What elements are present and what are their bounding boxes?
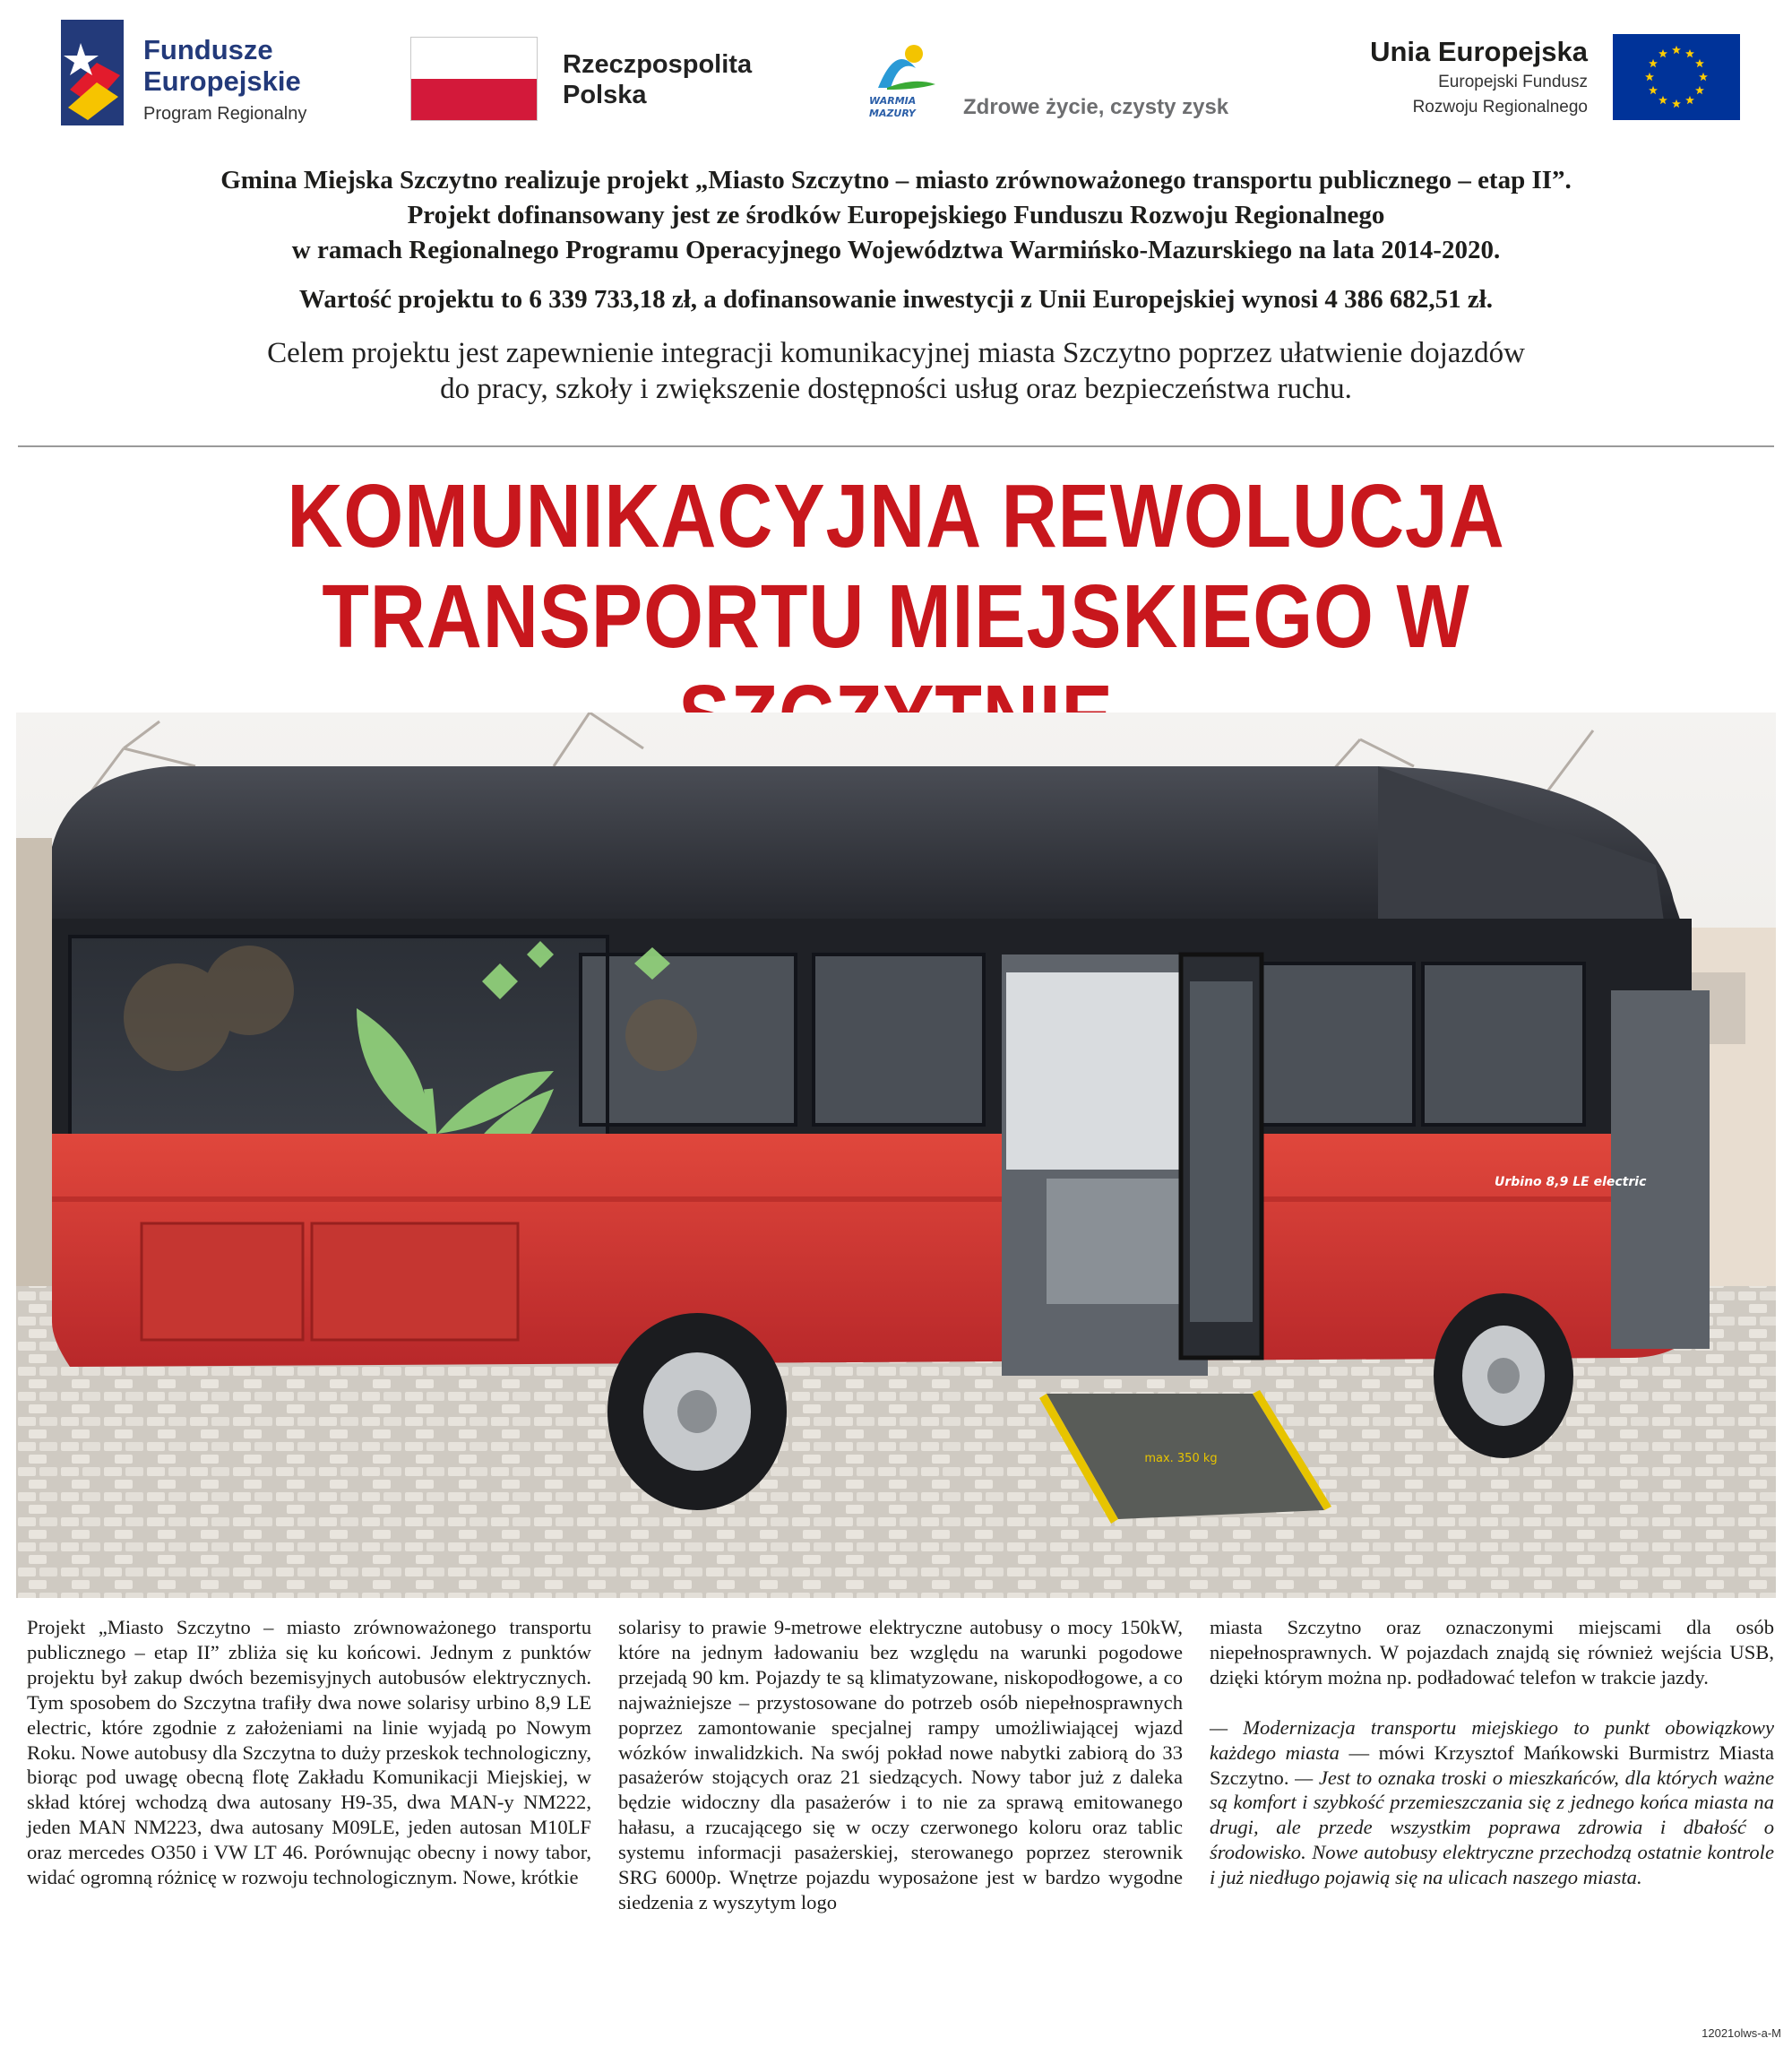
divider-rule [18,445,1774,447]
unia-sub-line2: Rozwoju Regionalnego [1412,98,1588,117]
unia-europejska-text [1344,36,1588,118]
fundusze-europejskie-text [143,34,306,125]
front-wheel [607,1313,787,1510]
warmia-logo-text-2: MAZURY [869,108,916,119]
fundusze-title-line1: Fundusze [143,34,273,65]
warmia-mazury-logo [860,32,950,122]
project-goal-line1: Celem projektu jest zapewnienie integracji komunikacyjnej miasta Szczytno poprzez ułatwienie dojazdów [267,337,1525,369]
article-body [27,1615,1774,2018]
project-value-line: Wartość projektu to 6 339 733,18 zł, a dofinansowanie inwestycji z Unii Europejskiej wynosi 4 386 682,51 zł. [298,285,1494,314]
unia-sub-line1: Europejski Fundusz [1438,73,1588,91]
rear-wheel [1434,1293,1573,1458]
unia-title: Unia Europejska [1370,36,1588,67]
fundusze-europejskie-logo [61,20,124,125]
quote-part-2: — Jest to oznaka troski o mieszkańców, dla których ważne są komfort i szybkość przemieszczania się z jednego końca miasta na drugi, ale przede wszystkim poprawa zdrowia i dbałość o środowisko. Nowe autobusy elektryczne przechodzą ostatnie kontrole i już niedługo pojawią się na ulicach naszego miasta. [1210,1766,1774,1889]
article-col1-text: Projekt „Miasto Szczytno – miasto zrównoważonego transportu publicznego – etap II” zbliża się ku końcowi. Jednym z punktów projektu był zakup dwóch bezemisyjnych autobusów elektrycznych. Tym sposobem do Szczytna trafiły dwa nowe solarisy urbino 8,9 LE electric, które zgodnie z założeniami na linie wyjadą po Nowym Roku. Nowe autobusy dla Szczytna to duży przeskok technologiczny, biorąc pod uwagę obecną flotę Zakładu Komunikacji Miejskiej, w skład której wchodzą dwa autosany H9-35, dwa MAN-y NM222, jeden MAN NM223, dwa autosany M09LE, jeden autosan M10LF oraz mercedes O350 i VW LT 46. Porównując obecny i nowy tabor, widać ogromną różnicę w rozwoju technologicznym. Nowe, krótkie [27,1616,591,1889]
fundusze-title-line2: Europejskie [143,65,301,97]
rzeczpospolita-line1: Rzeczpospolita [563,50,753,79]
fundusze-subtitle: Program Regionalny [143,104,307,124]
footer-code: 12021olws-a-M [1702,2026,1781,2040]
warmia-logo-text-1: WARMIA [869,95,917,107]
project-info-line1: Gmina Miejska Szczytno realizuje projekt „Miasto Szczytno – miasto zrównoważonego transportu publicznego – etap II”. [220,166,1572,194]
rzeczpospolita-line2: Polska [563,81,647,109]
quote-attribution: — mówi Krzysztof Mańkowski Burmistrz Miasta Szczytno. [1210,1740,1774,1789]
rzeczpospolita-text [563,49,752,110]
bus-illustration [16,713,1776,1598]
warmia-slogan: Zdrowe życie, czysty zysk [963,95,1229,119]
article-col3-text: miasta Szczytno oraz oznaczonymi miejscami dla osób niepełnosprawnych. W pojazdach znajdą się również wejścia USB, dzięki którym można np. podładować telefon w trakcie jazdy. [1210,1616,1774,1689]
article-column-2 [618,1615,1183,1915]
poland-flag [410,37,538,121]
headline-line1: KOMUNIKACYJNA REWOLUCJA [287,466,1505,566]
article-column-1 [27,1615,591,1890]
bus-photo [16,713,1776,1598]
eu-flag [1613,34,1740,120]
mayor-quote [1210,1715,1774,1890]
project-info [18,163,1774,407]
bus-model-label: Urbino 8,9 LE electric [1495,1175,1647,1189]
logo-strip [0,0,1792,152]
project-goal-line2: do pracy, szkoły i zwiększenie dostępności usług oraz bezpieczeństwa ruchu. [440,373,1352,405]
ramp-label: max. 350 kg [1144,1452,1218,1465]
project-info-line3: w ramach Regionalnego Programu Operacyjnego Województwa Warmińsko-Mazurskiego na lata 2014-2020. [291,236,1501,264]
project-info-line2: Projekt dofinansowany jest ze środków Europejskiego Funduszu Rozwoju Regionalnego [407,201,1385,229]
article-col2-text: solarisy to prawie 9-metrowe elektryczne autobusy o mocy 150kW, które na jednym ładowaniu bez względu na warunki pogodowe przejadą 90 km. Pojazdy te są klimatyzowane, niskopodłogowe, a co najważniejsze – przystosowane do potrzeb osób niepełnosprawnych poprzez zamontowanie specjalnej rampy umożliwiającej wjazd wózków inwalidzkich. Na swój pokład nowe nabytki zabiorą do 33 pasażerów stojących oraz 21 siedzących. Nowy tabor już z daleka będzie widoczny dla pasażerów i to nie za sprawą emitowanego hałasu, a rzucającego się w oczy czerwonego koloru oraz tablic systemu informacji pasażerskiej, sterowanego poprzez sterownik SRG 6000p. Wnętrze pojazdu wyposażone jest w bardzo wygodne siedzenia z wyszytym logo [618,1616,1183,1913]
quote-part-1: — Modernizacja transportu miejskiego to punkt obowiązkowy każdego miasta [1210,1715,1774,1764]
headline-line2: TRANSPORTU MIEJSKIEGO W [322,566,1470,667]
article-column-3 [1210,1615,1774,1890]
